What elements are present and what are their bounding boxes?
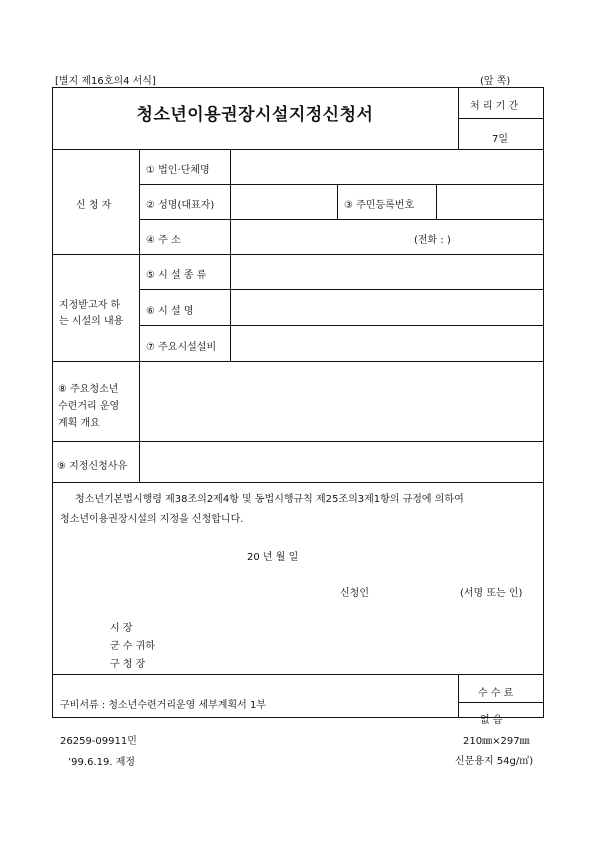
facility-type-label: ⑤ 시 설 종 류 [146,270,207,281]
divider [139,149,140,482]
required-documents: 구비서류 : 청소년수련거리운영 세부계획서 1부 [60,700,266,711]
divider [52,674,544,675]
page-side: (앞 쪽) [480,76,511,87]
form-code: 26259-09911민 [60,736,137,747]
divider [436,184,437,219]
divider [52,361,544,362]
divider [52,441,544,442]
form-number: [별지 제16호의4 서식] [55,76,156,87]
signature-note: (서명 또는 인) [460,588,523,599]
recipient-line: 군 수 귀하 [110,641,155,652]
recipient-line: 시 장 [110,623,133,634]
phone-field: (전화 : ) [414,235,451,246]
divider [52,254,544,255]
divider [139,219,544,220]
processing-period-value: 7일 [492,134,509,145]
divider [139,289,544,290]
divider [52,482,544,483]
fee-value: 없 음 [480,715,503,726]
divider [458,87,459,149]
plan-label: ⑧ 주요청소년 [58,384,119,395]
divider [139,325,544,326]
paper-size: 210㎜×297㎜ [463,736,530,747]
address-label: ④ 주 소 [146,235,181,246]
plan-label: 계획 개요 [58,418,100,429]
divider [337,184,338,219]
statement-line: 청소년기본법시행령 제38조의2제4항 및 동법시행규칙 제25조의3제1항의 규정에 의하여 [75,494,464,505]
facility-section-label: 는 시설의 내용 [59,316,124,327]
paper-type: 신문용지 54g/㎡) [455,756,534,767]
divider [458,702,544,703]
statement-line: 청소년이용권장시설의 지정을 신청합니다. [60,514,244,525]
applicant-section-label: 신 청 자 [76,200,112,211]
recipient-line: 구 청 장 [110,659,146,670]
divider [458,118,544,119]
fee-label: 수 수 료 [478,688,514,699]
rep-name-label: ② 성명(대표자) [146,200,215,211]
date-line: 20 년 월 일 [247,552,299,563]
facility-name-label: ⑥ 시 설 명 [146,306,194,317]
applicant-sign-label: 신청인 [340,588,369,599]
divider [52,149,544,150]
divider [139,184,544,185]
resident-number-label: ③ 주민등록번호 [344,200,415,211]
processing-period-label: 처 리 기 간 [470,101,519,112]
plan-label: 수련거리 운영 [58,401,120,412]
facility-section-label: 지정받고자 하 [59,300,121,311]
enactment-date: ’99.6.19. 제정 [68,757,136,768]
divider [230,149,231,361]
form-title: 청소년이용권장시설지정신청서 [136,105,374,125]
facility-equipment-label: ⑦ 주요시설설비 [146,342,217,353]
reason-label: ⑨ 지정신청사유 [57,461,128,472]
divider [458,674,459,718]
corp-name-label: ① 법인·단체명 [146,165,210,176]
